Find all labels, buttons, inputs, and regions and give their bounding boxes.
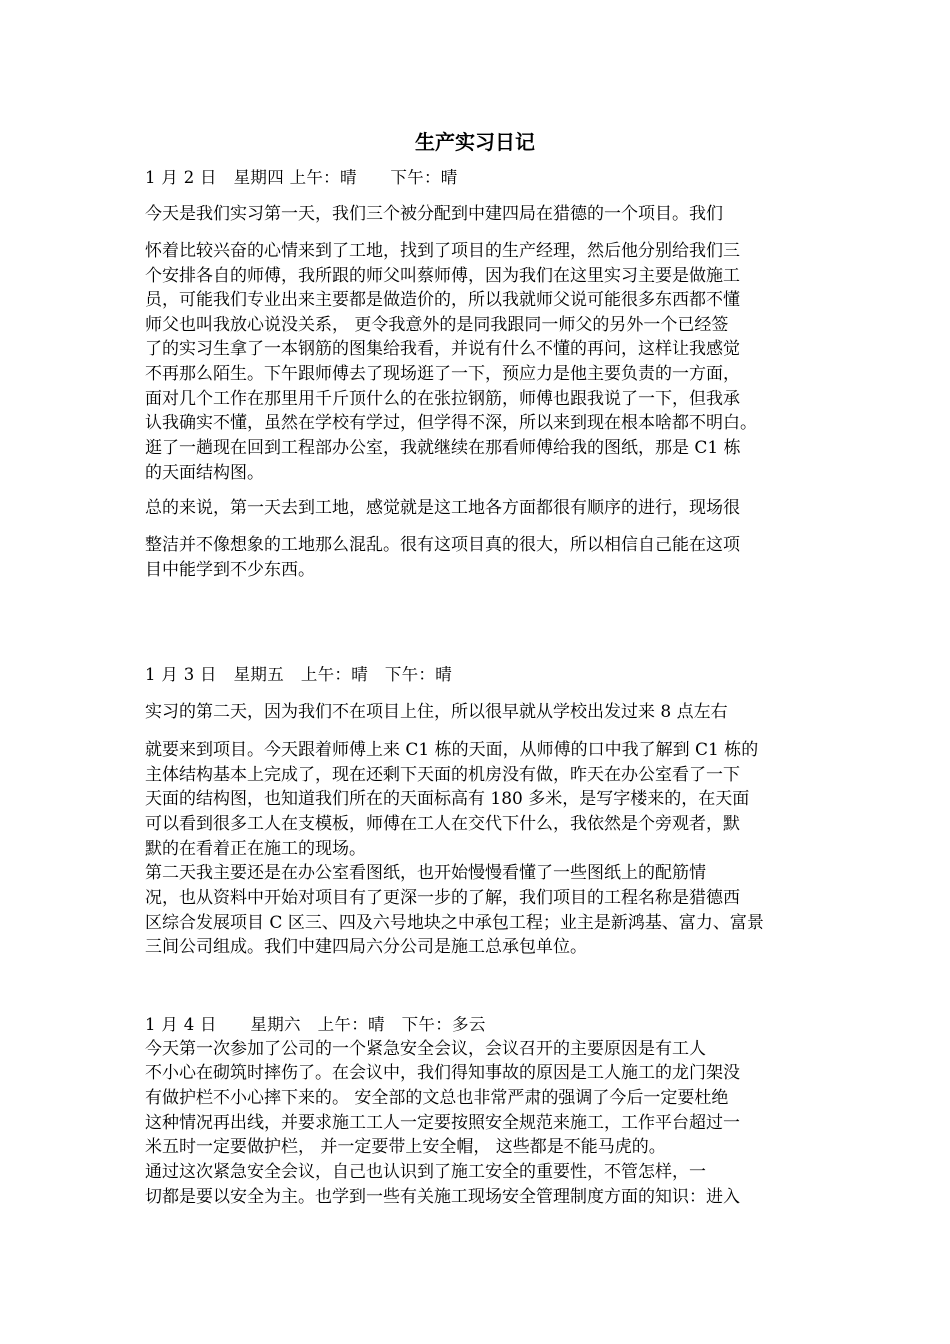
paragraph-line: 的天面结构图。 bbox=[145, 463, 264, 483]
paragraph-line: 就要来到项目。今天跟着师傅上来 C1 栋的天面，从师傅的口中我了解到 C1 栋的 bbox=[145, 740, 759, 760]
paragraph-line: 有做护栏不小心摔下来的。 安全部的文总也非常严肃的强调了今后一定要杜绝 bbox=[145, 1088, 729, 1108]
paragraph-line: 今天是我们实习第一天，我们三个被分配到中建四局在猎德的一个项目。我们 bbox=[145, 204, 723, 224]
paragraph-line: 员，可能我们专业出来主要都是做造价的，所以我就师父说可能很多东西都不懂 bbox=[145, 290, 740, 310]
paragraph-line: 实习的第二天，因为我们不在项目上住，所以很早就从学校出发过来 8 点左右 bbox=[145, 702, 728, 722]
entry-header: 1 月 2 日 星期四 上午：晴 下午：晴 bbox=[145, 168, 458, 187]
paragraph-line: 逛了一趟现在回到工程部办公室，我就继续在那看师傅给我的图纸，那是 C1 栋 bbox=[145, 438, 741, 458]
paragraph-line: 整洁并不像想象的工地那么混乱。很有这项目真的很大，所以相信自己能在这项 bbox=[145, 535, 740, 555]
paragraph-line: 了的实习生拿了一本钢筋的图集给我看，并说有什么不懂的再问，这样让我感觉 bbox=[145, 339, 740, 359]
paragraph-line: 第二天我主要还是在办公室看图纸，也开始慢慢看懂了一些图纸上的配筋情 bbox=[145, 863, 706, 883]
paragraph-line: 怀着比较兴奋的心情来到了工地，找到了项目的生产经理，然后他分别给我们三 bbox=[145, 241, 740, 261]
paragraph-line: 默的在看着正在施工的现场。 bbox=[145, 839, 366, 859]
page-title: 生产实习日记 bbox=[415, 130, 535, 154]
paragraph-line: 主体结构基本上完成了，现在还剩下天面的机房没有做，昨天在办公室看了一下 bbox=[145, 765, 740, 785]
paragraph-line: 三间公司组成。我们中建四局六分公司是施工总承包单位。 bbox=[145, 937, 587, 957]
paragraph-line: 可以看到很多工人在支模板，师傅在工人在交代下什么，我依然是个旁观者，默 bbox=[145, 814, 740, 834]
paragraph-line: 这种情况再出线，并要求施工工人一定要按照安全规范来施工，工作平台超过一 bbox=[145, 1113, 740, 1133]
paragraph-line: 不再那么陌生。下午跟师傅去了现场逛了一下，预应力是他主要负责的一方面， bbox=[145, 364, 740, 384]
paragraph-line: 认我确实不懂，虽然在学校有学过，但学得不深，所以来到现在根本啥都不明白。 bbox=[145, 413, 757, 433]
paragraph-line: 不小心在砌筑时摔伤了。在会议中，我们得知事故的原因是工人施工的龙门架没 bbox=[145, 1063, 740, 1083]
paragraph-line: 个安排各自的师傅，我所跟的师父叫蔡师傅，因为我们在这里实习主要是做施工 bbox=[145, 266, 740, 286]
paragraph-line: 今天第一次参加了公司的一个紧急安全会议，会议召开的主要原因是有工人 bbox=[145, 1039, 706, 1059]
entry-header: 1 月 3 日 星期五 上午：晴 下午：晴 bbox=[145, 665, 453, 684]
paragraph-line: 天面的结构图，也知道我们所在的天面标高有 180 多米，是写字楼来的，在天面 bbox=[145, 789, 750, 809]
paragraph-line: 切都是要以安全为主。也学到一些有关施工现场安全管理制度方面的知识：进入 bbox=[145, 1187, 740, 1207]
entry-header: 1 月 4 日 星期六 上午：晴 下午：多云 bbox=[145, 1015, 486, 1034]
paragraph-line: 区综合发展项目 C 区三、四及六号地块之中承包工程；业主是新鸿基、富力、富景 bbox=[145, 913, 764, 933]
paragraph-line: 米五时一定要做护栏， 并一定要带上安全帽， 这些都是不能马虎的。 bbox=[145, 1137, 666, 1157]
paragraph-line: 目中能学到不少东西。 bbox=[145, 560, 315, 580]
paragraph-line: 况，也从资料中开始对项目有了更深一步的了解，我们项目的工程名称是猎德西 bbox=[145, 888, 740, 908]
paragraph-line: 面对几个工作在那里用千斤顶什么的在张拉钢筋，师傅也跟我说了一下，但我承 bbox=[145, 389, 740, 409]
paragraph-line: 通过这次紧急安全会议，自己也认识到了施工安全的重要性，不管怎样，一 bbox=[145, 1162, 706, 1182]
paragraph-line: 总的来说，第一天去到工地，感觉就是这工地各方面都很有顺序的进行，现场很 bbox=[145, 498, 740, 518]
paragraph-line: 师父也叫我放心说没关系， 更令我意外的是同我跟同一师父的另外一个已经签 bbox=[145, 315, 729, 335]
